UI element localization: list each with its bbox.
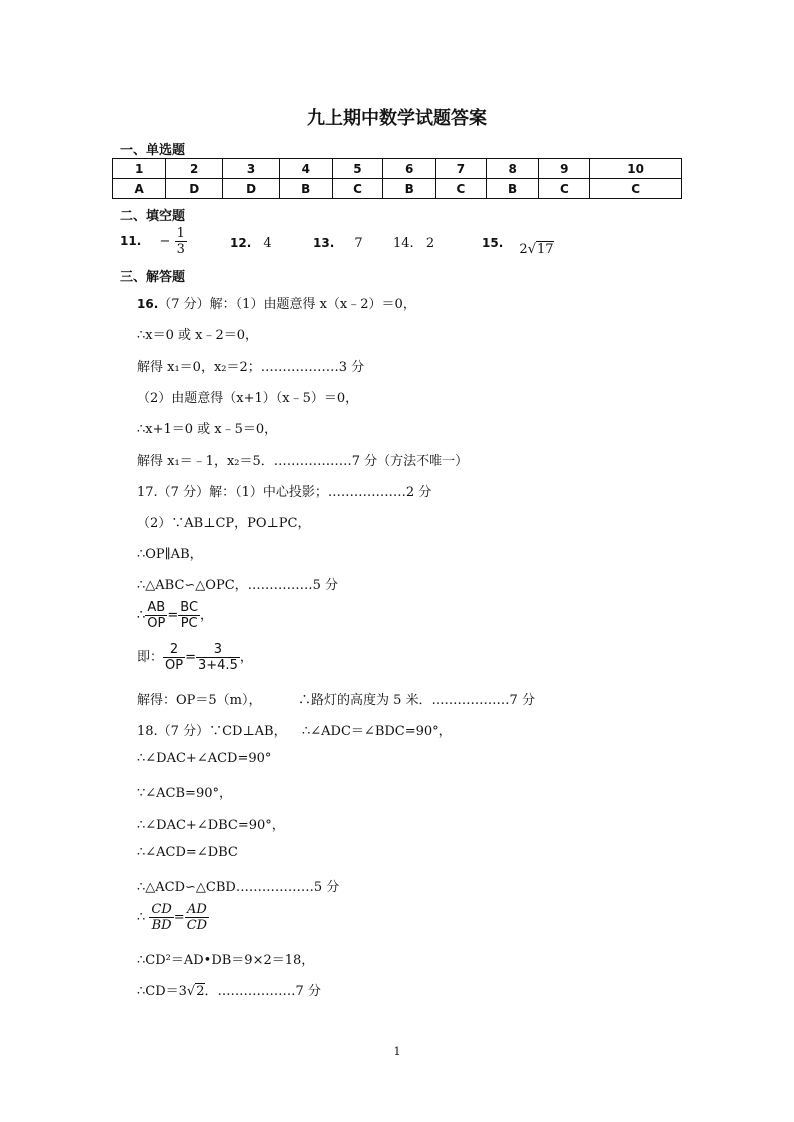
question-number: 16. xyxy=(137,297,159,311)
answer-table-answers-row xyxy=(113,179,682,199)
denominator: OP xyxy=(165,658,184,673)
table-cell: D xyxy=(166,179,223,199)
line-prefix: 即： xyxy=(137,650,164,665)
fraction xyxy=(196,642,240,673)
numerator: 3 xyxy=(196,642,240,658)
therefore-symbol: ∴ xyxy=(137,910,146,925)
page-title: 九上期中数学试题答案 xyxy=(307,108,487,129)
table-cell: 2 xyxy=(166,159,223,179)
denominator: BD xyxy=(151,918,172,933)
table-cell: D xyxy=(223,179,280,199)
punctuation: ， xyxy=(200,608,214,623)
minus-sign: − xyxy=(159,234,171,249)
q18-line-3: ∵∠ACB=90°， xyxy=(137,786,232,801)
line-text: ．………………7 分 xyxy=(204,984,321,999)
q16-line-5: ∴x+1＝0 或 x﹣5＝0， xyxy=(137,422,278,437)
section-heading-fill: 二、填空题 xyxy=(120,209,186,224)
table-cell: 10 xyxy=(590,159,682,179)
fraction xyxy=(149,902,173,933)
question-number: 12. xyxy=(230,236,252,250)
fraction xyxy=(175,226,187,257)
answer-table xyxy=(112,158,682,199)
radicand: 2 xyxy=(196,984,205,999)
answer-value xyxy=(519,242,553,257)
radicand: 17 xyxy=(536,242,554,257)
q18-line-9 xyxy=(137,980,321,999)
fraction xyxy=(163,642,185,673)
q16-line-3: 解得 x₁＝0，x₂＝2；………………3 分 xyxy=(137,360,365,375)
denominator: 3 xyxy=(176,242,185,257)
denominator: OP xyxy=(147,616,166,631)
answer-table-numbers-row xyxy=(113,159,682,179)
q18-line-6: ∴△ACD∽△CBD………………5 分 xyxy=(137,880,340,895)
equals-sign: = xyxy=(185,650,196,665)
q18-line-8: ∴CD²＝AD•DB＝9×2＝18， xyxy=(137,953,315,968)
punctuation: ， xyxy=(239,650,253,665)
table-cell: 8 xyxy=(486,159,539,179)
line-text: ∴CD＝3 xyxy=(137,984,187,999)
fraction xyxy=(178,600,200,631)
section-heading-solutions: 三、解答题 xyxy=(120,270,186,285)
table-cell: C xyxy=(539,179,590,199)
therefore-symbol: ∴ xyxy=(137,608,146,623)
q17-line-4: ∴△ABC∽△OPC，……………5 分 xyxy=(137,578,339,593)
question-number: 15. xyxy=(482,236,504,250)
line-text: （7 分）解：（1）由题意得 x（x﹣2）＝0， xyxy=(158,297,416,312)
fill-answer-15 xyxy=(482,236,554,257)
q17-line-1: 17.（7 分）解：（1）中心投影；………………2 分 xyxy=(137,485,432,500)
fraction xyxy=(145,600,167,631)
q16-line-1 xyxy=(137,293,416,312)
q18-line-5: ∴∠ACD=∠DBC xyxy=(137,845,238,860)
table-cell: C xyxy=(436,179,487,199)
page-number: 1 xyxy=(393,1045,401,1058)
denominator: CD xyxy=(186,918,208,933)
answer-value: 7 xyxy=(354,236,363,251)
table-cell: 6 xyxy=(383,159,436,179)
fill-answer-12 xyxy=(230,236,272,251)
q17-line-2: （2）∵AB⊥CP，PO⊥PC， xyxy=(137,516,311,531)
q17-line-7a: 解得：OP＝5（m）， xyxy=(137,693,262,708)
q17-line-5 xyxy=(137,600,213,631)
q17-line-7b: ∴路灯的高度为 5 米．………………7 分 xyxy=(298,693,535,708)
q17-line-3: ∴OP∥AB， xyxy=(137,547,203,562)
answer-value: 4 xyxy=(263,236,272,251)
q18-line-4: ∴∠DAC+∠DBC=90°， xyxy=(137,818,285,833)
q16-line-4: （2）由题意得（x+1）（x﹣5）＝0， xyxy=(137,391,359,406)
q18-line-1b: ∴∠ADC＝∠BDC=90°， xyxy=(302,724,452,739)
coefficient: 2 xyxy=(519,242,528,257)
numerator: BC xyxy=(180,600,199,615)
equals-sign: = xyxy=(167,608,179,623)
table-cell: C xyxy=(332,179,383,199)
table-cell: 1 xyxy=(113,159,166,179)
fill-answer-13 xyxy=(313,236,363,251)
table-cell: 4 xyxy=(279,159,332,179)
q18-line-1a: 18.（7 分）∵CD⊥AB， xyxy=(137,724,287,739)
sqrt-sign: √ xyxy=(527,242,536,257)
table-cell: 9 xyxy=(539,159,590,179)
numerator: CD xyxy=(151,902,172,917)
numerator: 1 xyxy=(176,226,185,241)
table-cell: B xyxy=(383,179,436,199)
denominator: 3+4.5 xyxy=(198,658,238,673)
q18-line-7 xyxy=(137,902,209,933)
question-number: 11. xyxy=(120,234,142,248)
table-cell: 7 xyxy=(436,159,487,179)
table-cell: 5 xyxy=(332,159,383,179)
sqrt-sign: √ xyxy=(186,984,196,999)
fill-answer-11 xyxy=(120,226,187,257)
q16-line-6: 解得 x₁＝﹣1，x₂＝5．………………7 分（方法不唯一） xyxy=(137,454,469,469)
fill-answer-14 xyxy=(393,236,434,251)
answer-value: 2 xyxy=(425,236,435,251)
q16-line-2: ∴x＝0 或 x﹣2＝0， xyxy=(137,328,259,343)
numerator: 2 xyxy=(163,642,185,658)
equals-sign: = xyxy=(173,910,185,925)
table-cell: C xyxy=(590,179,682,199)
fraction xyxy=(185,902,209,933)
table-cell: 3 xyxy=(223,159,280,179)
q18-line-2: ∴∠DAC+∠ACD=90° xyxy=(137,751,272,766)
question-number: 14. xyxy=(393,236,414,251)
table-cell: B xyxy=(486,179,539,199)
table-cell: B xyxy=(279,179,332,199)
section-heading-mcq: 一、单选题 xyxy=(120,143,186,158)
q17-line-6 xyxy=(137,642,253,673)
question-number: 13. xyxy=(313,236,335,250)
numerator: AB xyxy=(145,600,167,616)
table-cell: A xyxy=(113,179,166,199)
numerator: AD xyxy=(185,902,209,918)
denominator: PC xyxy=(180,616,198,631)
